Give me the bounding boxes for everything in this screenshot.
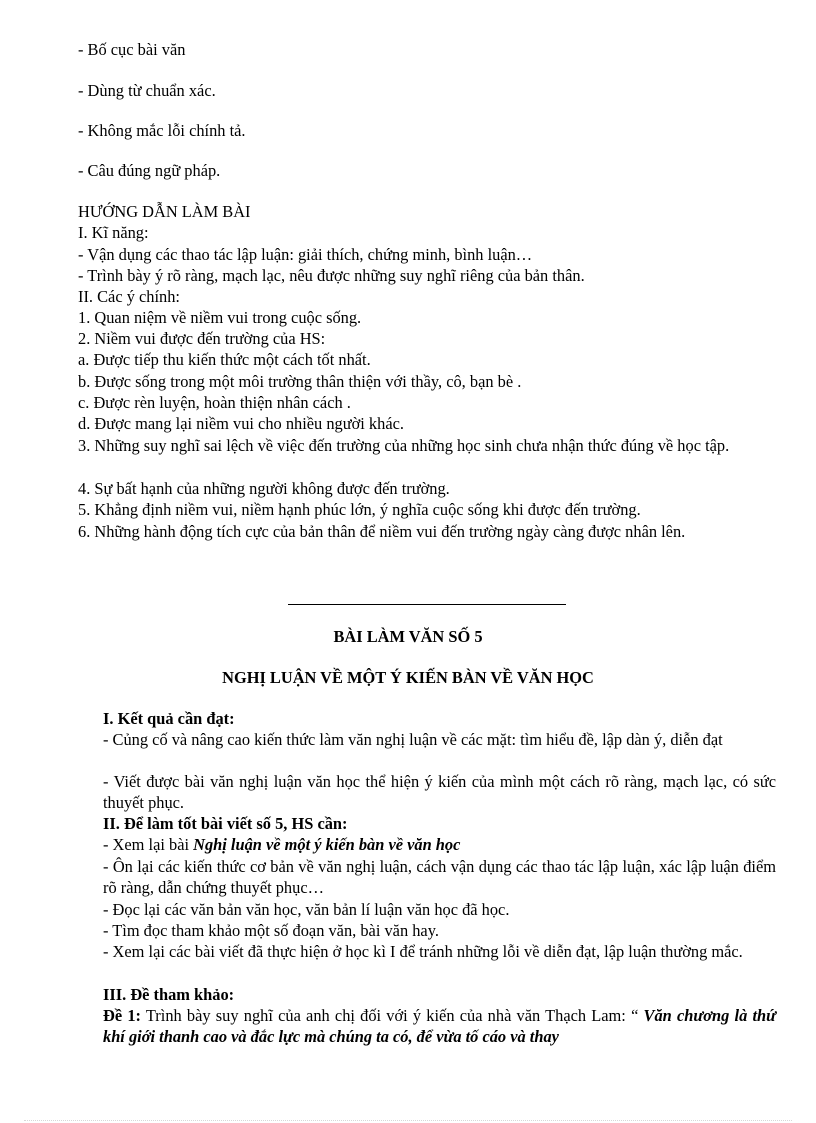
prep-item: - Xem lại các bài viết đã thực hiện ở học kì I để tránh những lỗi về diễn đạt, lập luận thường mắc. (103, 942, 743, 961)
prep-review-title: Nghị luận về một ý kiến bàn về văn học (193, 835, 461, 854)
idea-item: a. Được tiếp thu kiến thức một cách tốt nhất. (78, 350, 371, 369)
ideas-title: II. Các ý chính: (78, 287, 180, 306)
ref-item-1 (103, 1005, 776, 1047)
assignment-title: BÀI LÀM VĂN SỐ 5 (333, 627, 483, 646)
guide-heading: HƯỚNG DẪN LÀM BÀI (78, 202, 251, 221)
results-title: I. Kết quả cần đạt: (103, 709, 235, 728)
prep-review-prefix: - Xem lại bài (103, 835, 194, 854)
section-divider (288, 604, 566, 605)
prep-item: - Tìm đọc tham khảo một số đoạn văn, bài văn hay. (103, 921, 439, 940)
refs-title: III. Đề tham khảo: (103, 985, 235, 1004)
prep-item: - Ôn lại các kiến thức cơ bản về văn nghị luận, cách vận dụng các thao tác lập luận, xác lập luận điểm rõ ràng, dẫn chứng thuyết phục… (103, 857, 776, 897)
idea-item: c. Được rèn luyện, hoàn thiện nhân cách . (78, 393, 351, 412)
checklist-item: - Câu đúng ngữ pháp. (78, 161, 221, 180)
idea-item: d. Được mang lại niềm vui cho nhiều người khác. (78, 414, 404, 433)
idea-item: 3. Những suy nghĩ sai lệch về việc đến trường của những học sinh chưa nhận thức đúng về học tập. (78, 436, 730, 455)
prep-item-review (103, 834, 776, 855)
idea-item: 1. Quan niệm về niềm vui trong cuộc sống. (78, 308, 362, 327)
prep-item: - Đọc lại các văn bản văn học, văn bản lí luận văn học đã học. (103, 900, 510, 919)
assignment-subtitle: NGHỊ LUẬN VỀ MỘT Ý KIẾN BÀN VỀ VĂN HỌC (222, 668, 594, 687)
ref1-label: Đề 1: (103, 1006, 141, 1025)
checklist-item: - Không mắc lỗi chính tả. (78, 121, 246, 140)
ref1-quote: Văn (643, 1006, 672, 1025)
skills-title: I. Kĩ năng: (78, 223, 149, 242)
idea-item: 6. Những hành động tích cực của bản thân để niềm vui đến trường ngày càng được nhân lên. (78, 522, 686, 541)
page-bottom-border (24, 1120, 792, 1121)
idea-item: 2. Niềm vui được đến trường của HS: (78, 329, 326, 348)
idea-item: 5. Khẳng định niềm vui, niềm hạnh phúc lớn, ý nghĩa cuộc sống khi được đến trường. (78, 500, 641, 519)
skill-item: - Vận dụng các thao tác lập luận: giải thích, chứng minh, bình luận… (78, 245, 533, 264)
idea-item: b. Được sống trong một môi trường thân thiện với thầy, cô, bạn bè . (78, 372, 522, 391)
result-item: - Viết được bài văn nghị luận văn học thể hiện ý kiến của mình một cách rõ ràng, mạch lạc, có sức thuyết phục. (103, 772, 776, 812)
ref1-quote-cont: chương là thứ khí giới thanh cao và đắc lực mà chúng ta có, để vừa tố cáo và thay (103, 1006, 776, 1046)
ref1-text: Trình bày suy nghĩ của anh chị đối với ý kiến của nhà văn Thạch Lam: “ (140, 1006, 644, 1025)
checklist-item: - Bố cục bài văn (78, 40, 186, 59)
idea-item: 4. Sự bất hạnh của những người không được đến trường. (78, 479, 450, 498)
skill-item: - Trình bày ý rõ ràng, mạch lạc, nêu được những suy nghĩ riêng của bản thân. (78, 266, 585, 285)
result-item: - Củng cố và nâng cao kiến thức làm văn nghị luận về các mặt: tìm hiểu đề, lập dàn ý, diễn đạt (103, 730, 723, 749)
prep-title: II. Để làm tốt bài viết số 5, HS cần: (103, 814, 348, 833)
checklist-item: - Dùng từ chuẩn xác. (78, 81, 216, 100)
